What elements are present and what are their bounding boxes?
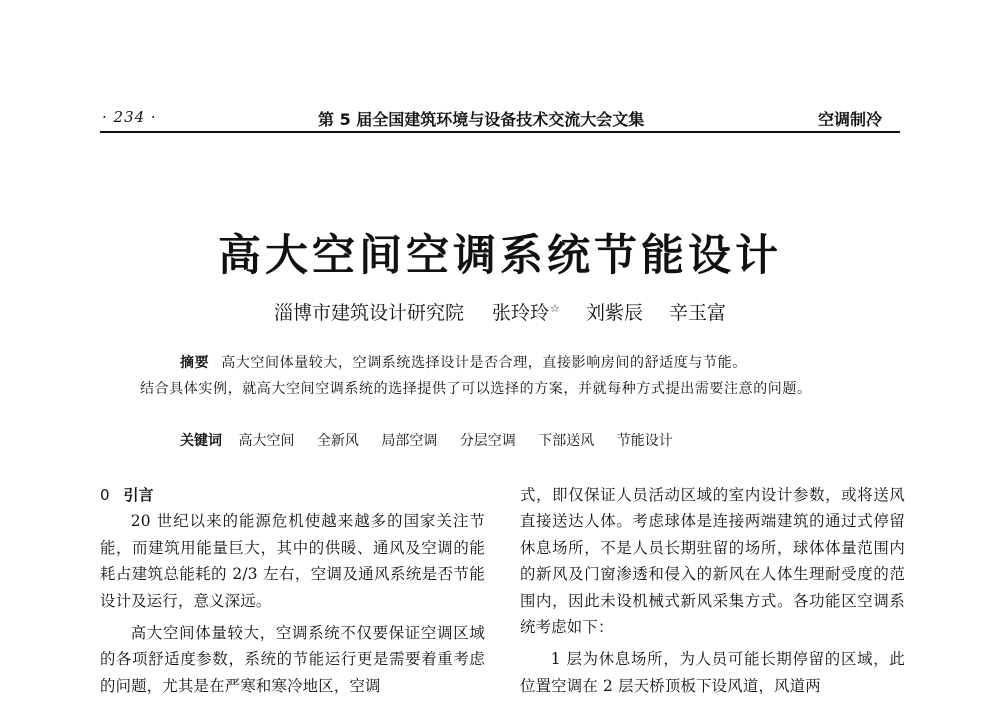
section-name: 空调制冷: [817, 110, 882, 129]
header-rule: [100, 131, 900, 133]
keyword: 分层空调: [459, 433, 516, 449]
author-1-name: 张玲玲: [492, 302, 550, 324]
body-column-left: [100, 482, 485, 705]
affiliation-line: [0, 298, 1000, 325]
paper-title: 高大空间空调系统节能设计: [218, 231, 782, 281]
abstract: [140, 350, 880, 402]
paragraph: 高大空间体量较大，空调系统不仅要保证空调区域的各项舒适度参数，系统的节能运行更是需要着重考虑的问题，尤其是在严寒和寒冷地区，空调: [100, 624, 485, 695]
abstract-first-line: [140, 350, 880, 376]
section-heading-introduction: [100, 482, 485, 508]
keyword: 高大空间: [238, 433, 295, 449]
first-author-mark: ☆: [550, 302, 560, 315]
keyword: 局部空调: [381, 433, 438, 449]
keywords-label: 关键词: [180, 433, 222, 449]
body-column-right: [520, 482, 905, 705]
abstract-text-rest: 结合具体实例，就高大空间空调系统的选择提供了可以选择的方案，并就每种方式提出需要注意的问题。: [140, 381, 812, 397]
institution: 淄博市建筑设计研究院: [273, 302, 464, 324]
author-1: [492, 298, 560, 325]
keyword: 下部送风: [538, 433, 595, 449]
paragraph: 式，即仅保证人员活动区域的室内设计参数，或将送风直接送达人体。考虑球体是连接两端建筑的通过式停留休息场所，不是人员长期驻留的场所，球体体量范围内的新风及门窗渗透和侵入的新风在人体生理耐受度的范围内，因此未设机械式新风采集方式。各功能区空调系统考虑如下：: [520, 486, 905, 637]
paragraph: 1 层为休息场所，为人员可能长期停留的区域，此位置空调在 2 层天桥顶板下设风道，风道两: [520, 650, 905, 695]
paragraph: 20 世纪以来的能源危机使越来越多的国家关注节能，而建筑用能量巨大，其中的供暖、通风及空调的能耗占建筑总能耗的 2/3 左右，空调及通风系统是否节能设计及运行，意义深远。: [100, 512, 485, 610]
keyword: 全新风: [316, 433, 359, 449]
author-3: 辛玉富: [669, 302, 727, 324]
abstract-text-line1: 高大空间体量较大，空调系统选择设计是否合理，直接影响房间的舒适度与节能。: [221, 355, 747, 371]
abstract-label: 摘要: [180, 355, 210, 371]
keyword: 节能设计: [616, 433, 673, 449]
running-header: [100, 106, 900, 132]
section-title: 引言: [123, 486, 154, 504]
section-number: 0: [100, 486, 110, 504]
author-2: 刘紫辰: [585, 302, 643, 324]
journal-title: 第 5 届全国建筑环境与设备技术交流大会文集: [318, 110, 645, 129]
keywords: [180, 430, 691, 450]
page-number: · 234 ·: [102, 108, 157, 126]
